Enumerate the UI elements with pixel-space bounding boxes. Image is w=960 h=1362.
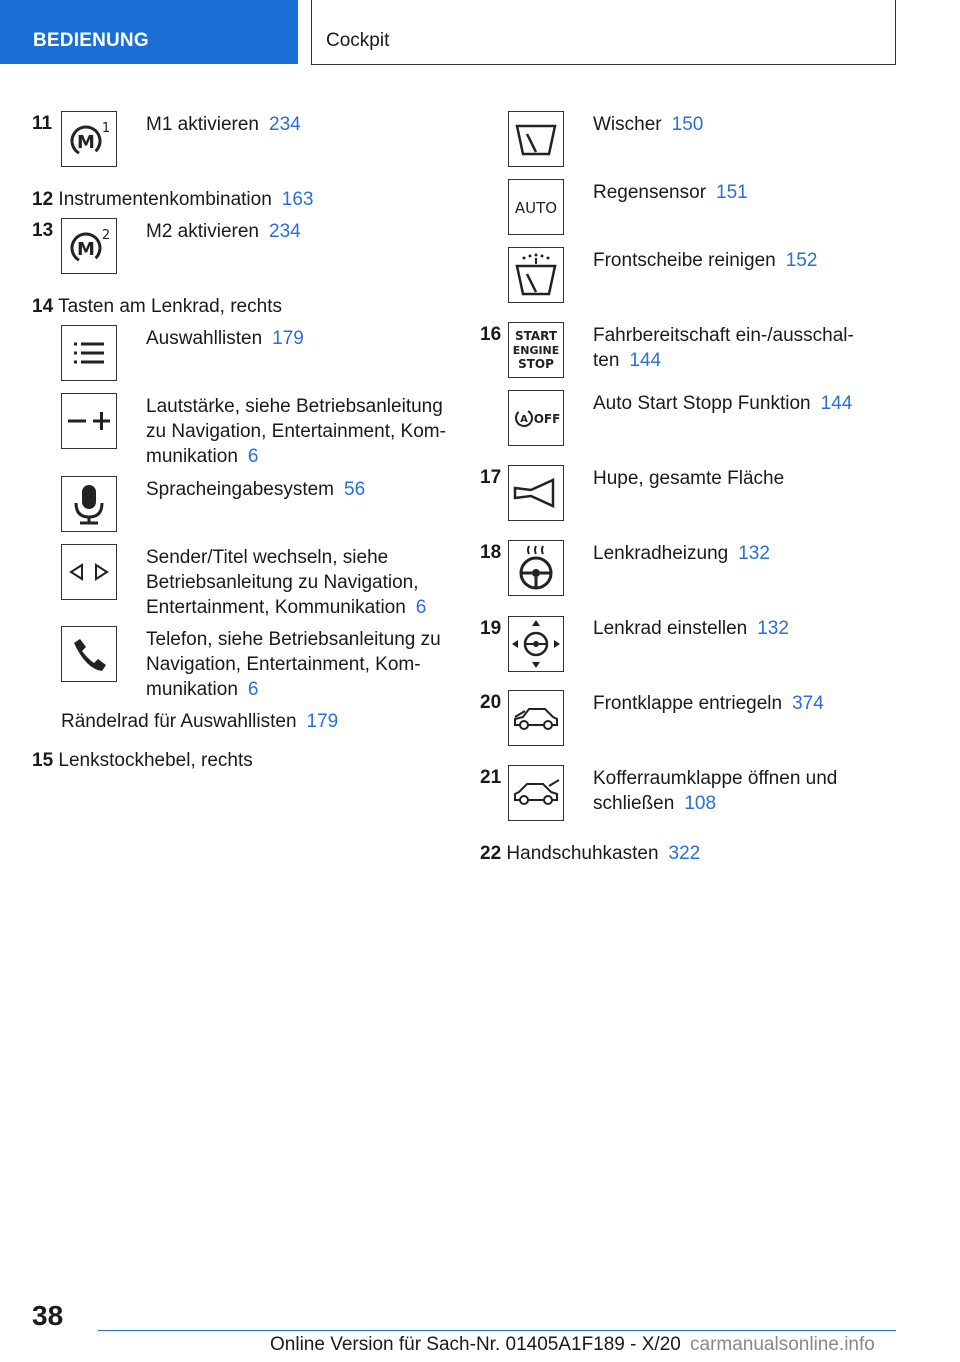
- phone-icon: [61, 626, 117, 682]
- entry-text: Auswahllisten 179: [146, 328, 304, 349]
- page-ref-link[interactable]: 150: [671, 114, 704, 135]
- footer-divider: [98, 1330, 896, 1331]
- svg-text:M: M: [77, 132, 95, 153]
- entry-text: 15 Lenkstockhebel, rechts: [32, 750, 253, 771]
- item-number: 14: [32, 296, 54, 317]
- entry-text: M1 aktivieren 234: [146, 114, 301, 135]
- page-ref-link[interactable]: 151: [716, 182, 748, 203]
- list-icon: [61, 325, 117, 381]
- svg-text:AUTO: AUTO: [514, 199, 558, 217]
- page-ref-link[interactable]: 6: [247, 446, 259, 467]
- page-ref-link[interactable]: 163: [281, 189, 314, 210]
- entry-text: Sender/Titel wechseln, siehe Betriebsanleitung zu Navigation, Entertainment, Kommunikation 6: [146, 547, 427, 618]
- page-ref-link[interactable]: 144: [820, 393, 853, 414]
- item-number: 13: [32, 220, 54, 241]
- item-number: 21: [480, 767, 502, 788]
- chapter-header: [311, 0, 896, 65]
- page-ref-link[interactable]: 132: [738, 543, 770, 564]
- entry-text: Lautstärke, siehe Betriebsanleitung zu Navigation, Entertainment, Kom- munikation 6: [146, 396, 446, 467]
- steering-wheel-heating-icon: [508, 540, 564, 596]
- item-number: 11: [32, 113, 53, 134]
- washer-icon: [508, 247, 564, 303]
- item-number: 16: [480, 324, 502, 345]
- svg-text:M: M: [77, 239, 95, 260]
- entry-text: Wischer 150: [593, 114, 704, 135]
- page-ref-link[interactable]: 322: [668, 843, 701, 864]
- page-ref-link[interactable]: 132: [757, 618, 789, 639]
- entry-text: Lenkradheizung 132: [593, 543, 770, 564]
- item-number: 19: [480, 618, 502, 639]
- item-number: 22: [480, 843, 502, 864]
- microphone-icon: [61, 476, 117, 532]
- m1-icon: [61, 111, 117, 167]
- svg-text:STOP: STOP: [518, 357, 554, 371]
- entry-text: Spracheingabesystem 56: [146, 479, 366, 500]
- item-number: 20: [480, 692, 502, 713]
- entry-text: Frontscheibe reinigen 152: [593, 250, 818, 271]
- item-number: 12: [32, 189, 54, 210]
- footer-version-text: Online Version für Sach-Nr. 01405A1F189 - X/20: [270, 1334, 681, 1355]
- prev-next-icon: [61, 544, 117, 600]
- m2-icon: [61, 218, 117, 274]
- page-ref-link[interactable]: 374: [792, 693, 824, 714]
- chapter-title: Cockpit: [326, 30, 390, 51]
- svg-text:OFF: OFF: [533, 412, 561, 426]
- page-number: 38: [32, 1300, 64, 1331]
- svg-text:A: A: [520, 414, 528, 425]
- horn-icon: [508, 465, 564, 521]
- svg-text:2: 2: [101, 228, 111, 243]
- page-ref-link[interactable]: 234: [269, 221, 301, 242]
- entry-text: Lenkrad einstellen 132: [593, 618, 789, 639]
- watermark: carmanualsonline.info: [690, 1334, 875, 1355]
- page-ref-link[interactable]: 234: [269, 114, 301, 135]
- volume-plus-minus-icon: [61, 393, 117, 449]
- page-ref-link[interactable]: 144: [629, 350, 662, 371]
- auto-start-stop-off-icon: [508, 390, 564, 446]
- entry-text: M2 aktivieren 234: [146, 221, 301, 242]
- page-ref-link[interactable]: 6: [415, 597, 427, 618]
- item-number: 17: [480, 467, 502, 488]
- hood-release-icon: [508, 690, 564, 746]
- page-ref-link[interactable]: 6: [247, 679, 259, 700]
- svg-text:1: 1: [101, 121, 111, 136]
- svg-text:START: START: [514, 329, 558, 343]
- entry-text: 12 Instrumentenkombination 163: [32, 189, 314, 210]
- auto-rain-sensor-icon: [508, 179, 564, 235]
- item-number: 15: [32, 750, 54, 771]
- entry-text: Telefon, siehe Betriebsanleitung zu Navigation, Entertainment, Kom- munikation 6: [146, 629, 441, 700]
- page-ref-link[interactable]: 179: [306, 711, 339, 732]
- entry-text: Auto Start Stopp Funktion 144: [593, 393, 853, 414]
- entry-text: Fahrbereitschaft ein-/ausschal- ten 144: [593, 325, 854, 371]
- entry-text: Hupe, gesamte Fläche: [593, 468, 785, 489]
- steering-wheel-adjust-icon: [508, 616, 564, 672]
- entry-text: 14 Tasten am Lenkrad, rechts: [32, 296, 282, 317]
- entry-text: 22 Handschuhkasten 322: [480, 843, 701, 864]
- entry-text: Rändelrad für Auswahllisten 179: [61, 711, 339, 732]
- trunk-lid-icon: [508, 765, 564, 821]
- item-number: 18: [480, 542, 502, 563]
- entry-text: Kofferraumklappe öffnen und schließen 108: [593, 768, 838, 814]
- page-ref-link[interactable]: 108: [684, 793, 717, 814]
- wiper-icon: [508, 111, 564, 167]
- entry-text: Regensensor 151: [593, 182, 748, 203]
- page-ref-link[interactable]: 179: [272, 328, 304, 349]
- page-ref-link[interactable]: 152: [785, 250, 818, 271]
- entry-text: Frontklappe entriegeln 374: [593, 693, 824, 714]
- svg-text:ENGINE: ENGINE: [512, 344, 560, 357]
- start-stop-button-icon: [508, 322, 564, 378]
- page-ref-link[interactable]: 56: [344, 479, 366, 500]
- section-tab: [0, 0, 298, 64]
- section-title: BEDIENUNG: [33, 30, 149, 51]
